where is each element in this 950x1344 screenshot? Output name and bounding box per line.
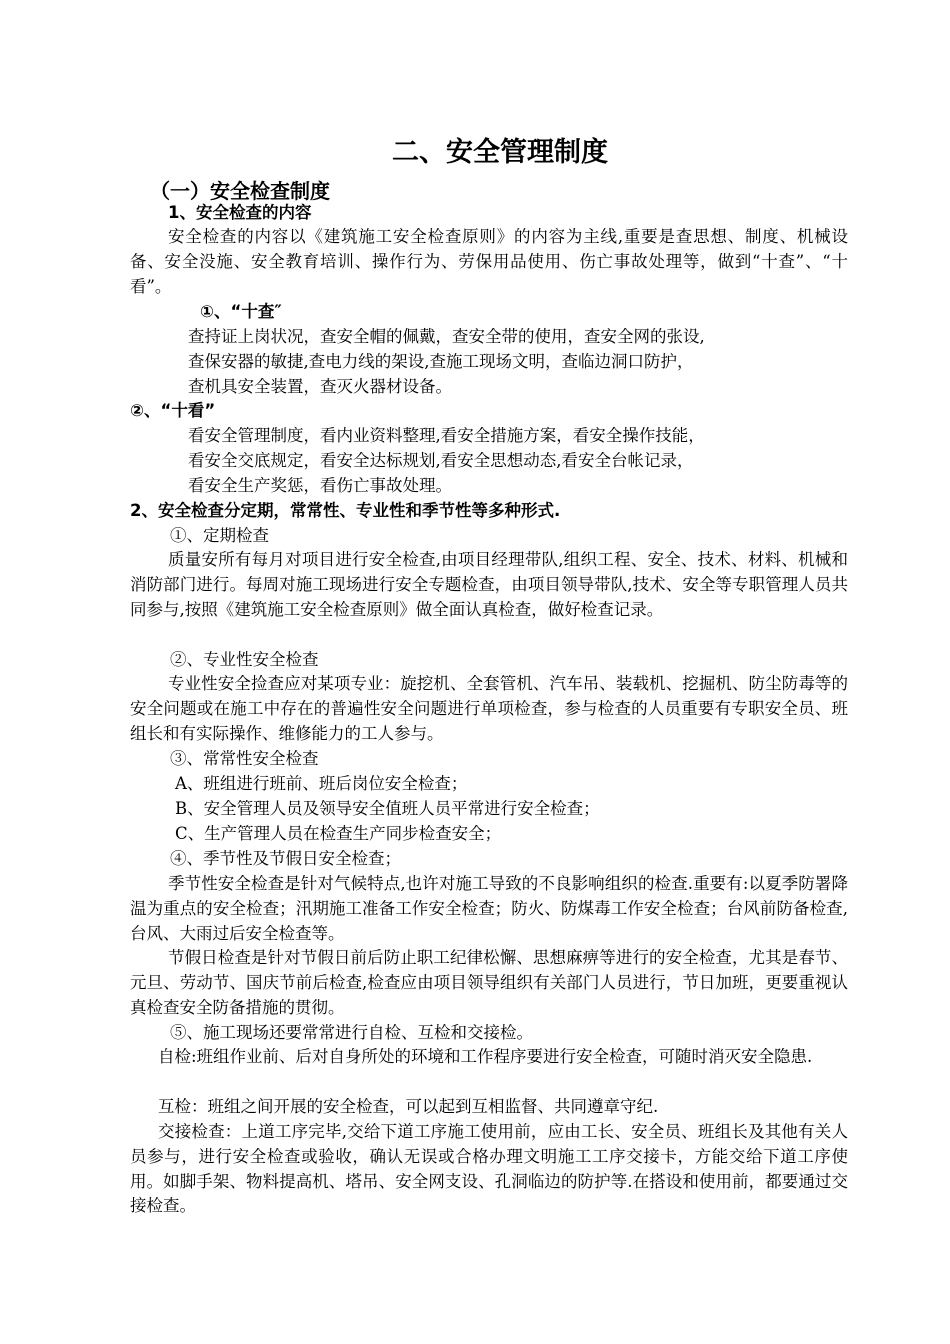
paragraph-content: 安全检查的内容以《建筑施工安全检查原则》的内容为主线,重要是查思想、制度、机械设备、安全没施、安全教育培训、操作行为、劳保用品使用、伤亡事故处理等，做到“十查”、“十看”。 [130,227,848,296]
item-seasonal: ④、季节性及节假日安全检查； [170,849,401,868]
shicha-line-1: 查持证上岗状况，查安全帽的佩戴，查安全带的使用，查安全网的张设, [188,327,705,346]
shikan-line-2: 看安全交底规定，看安全达标规划,看安全思想动态,看安全台帐记录， [188,451,694,470]
paragraph-holiday: 节假日检查是针对节假日前后防止职工纪律松懈、思想麻痹等进行的安全检查，尤其是春节、元旦、劳动节、国庆节前后检查,检查应由项目领导组织有关部门人员进行，节日加班，更要重视认真检查安全防备措施的贯彻。 [130,948,848,1017]
page-title: 二、安全管理制度 [392,137,608,168]
shicha-line-3: 查机具安全装置，查灭火器材设备。 [188,377,452,396]
item-site-check: ⑤、施工现场还要常常进行自检、互检和交接检。 [170,1023,533,1042]
item-regular-b: B、安全管理人员及领导安全值班人员平常进行安全检查； [175,799,600,818]
subheading-1: 1、安全检查的内容 [168,203,312,222]
paragraph-mutual-check: 互检：班组之间开展的安全检查，可以起到互相监督、共同遵章守纪. [158,1097,659,1116]
item-regular: ③、常常性安全检查 [170,749,319,768]
subheading-2: 2、安全检查分定期，常常性、专业性和季节性等多种形式. [130,501,561,520]
shikan-line-1: 看安全管理制度，看内业资料整理,看安全措施方案，看安全操作技能， [188,426,705,445]
item-periodic: ①、定期检查 [170,526,269,545]
paragraph-periodic: 质量安所有每月对项目进行安全检查,由项目经理带队,组织工程、安全、技术、材料、机械和消防部门进行。每周对施工现场进行安全专题检查，由项目领导带队,技术、安全等专职管理人员共同参与,按照《建筑施工安全检查原则》做全面认真检查，做好检查记录。 [130,550,848,619]
shikan-line-3: 看安全生产奖惩，看伤亡事故处理。 [188,476,452,495]
paragraph-self-check: 自检:班组作业前、后对自身所处的环境和工作程序要进行安全检查，可随时消灭安全隐患. [158,1047,813,1066]
paragraph-seasonal: 季节性安全检查是针对气候特点,也许对施工导致的不良影响组织的检查.重要有:以夏季防署降温为重点的安全检查；汛期施工准备工作安全检查；防火、防煤毒工作安全检查；台风前防备检查,台风、大雨过后安全检查等。 [130,874,848,943]
shicha-line-2: 查保安器的敏捷,查电力线的架设,查施工现场文明，查临边洞口防护， [188,352,694,371]
heading-shicha: ①、“十查″ [200,302,282,321]
paragraph-handover-check: 交接检查：上道工序完毕,交给下道工序施工使用前，应由工长、安全员、班组长及其他有关人员参与，进行安全检查或验收，确认无误或合格办理文明施工工序交接卡，方能交给下道工序使用。如脚手架、物料提高机、塔吊、安全网支设、孔洞临边的防护等.在搭设和使用前，都要通过交接检查。 [130,1122,848,1216]
item-regular-a: A、班组进行班前、班后岗位安全检查； [175,774,468,793]
heading-shikan: ②、“十看” [130,401,216,420]
item-professional: ②、专业性安全检查 [170,650,319,669]
section-heading: （一）安全检查制度 [150,179,330,203]
item-regular-c: C、生产管理人员在检查生产同步检查安全； [175,824,502,843]
paragraph-professional: 专业性安全捡查应对某项专业：旋挖机、全套管机、汽车吊、装载机、挖掘机、防尘防毒等的安全问题或在施工中存在的普遍性安全问题进行单项检查，参与检查的人员重要有专职安全员、班组长和有实际操作、维修能力的工人参与。 [130,674,848,743]
